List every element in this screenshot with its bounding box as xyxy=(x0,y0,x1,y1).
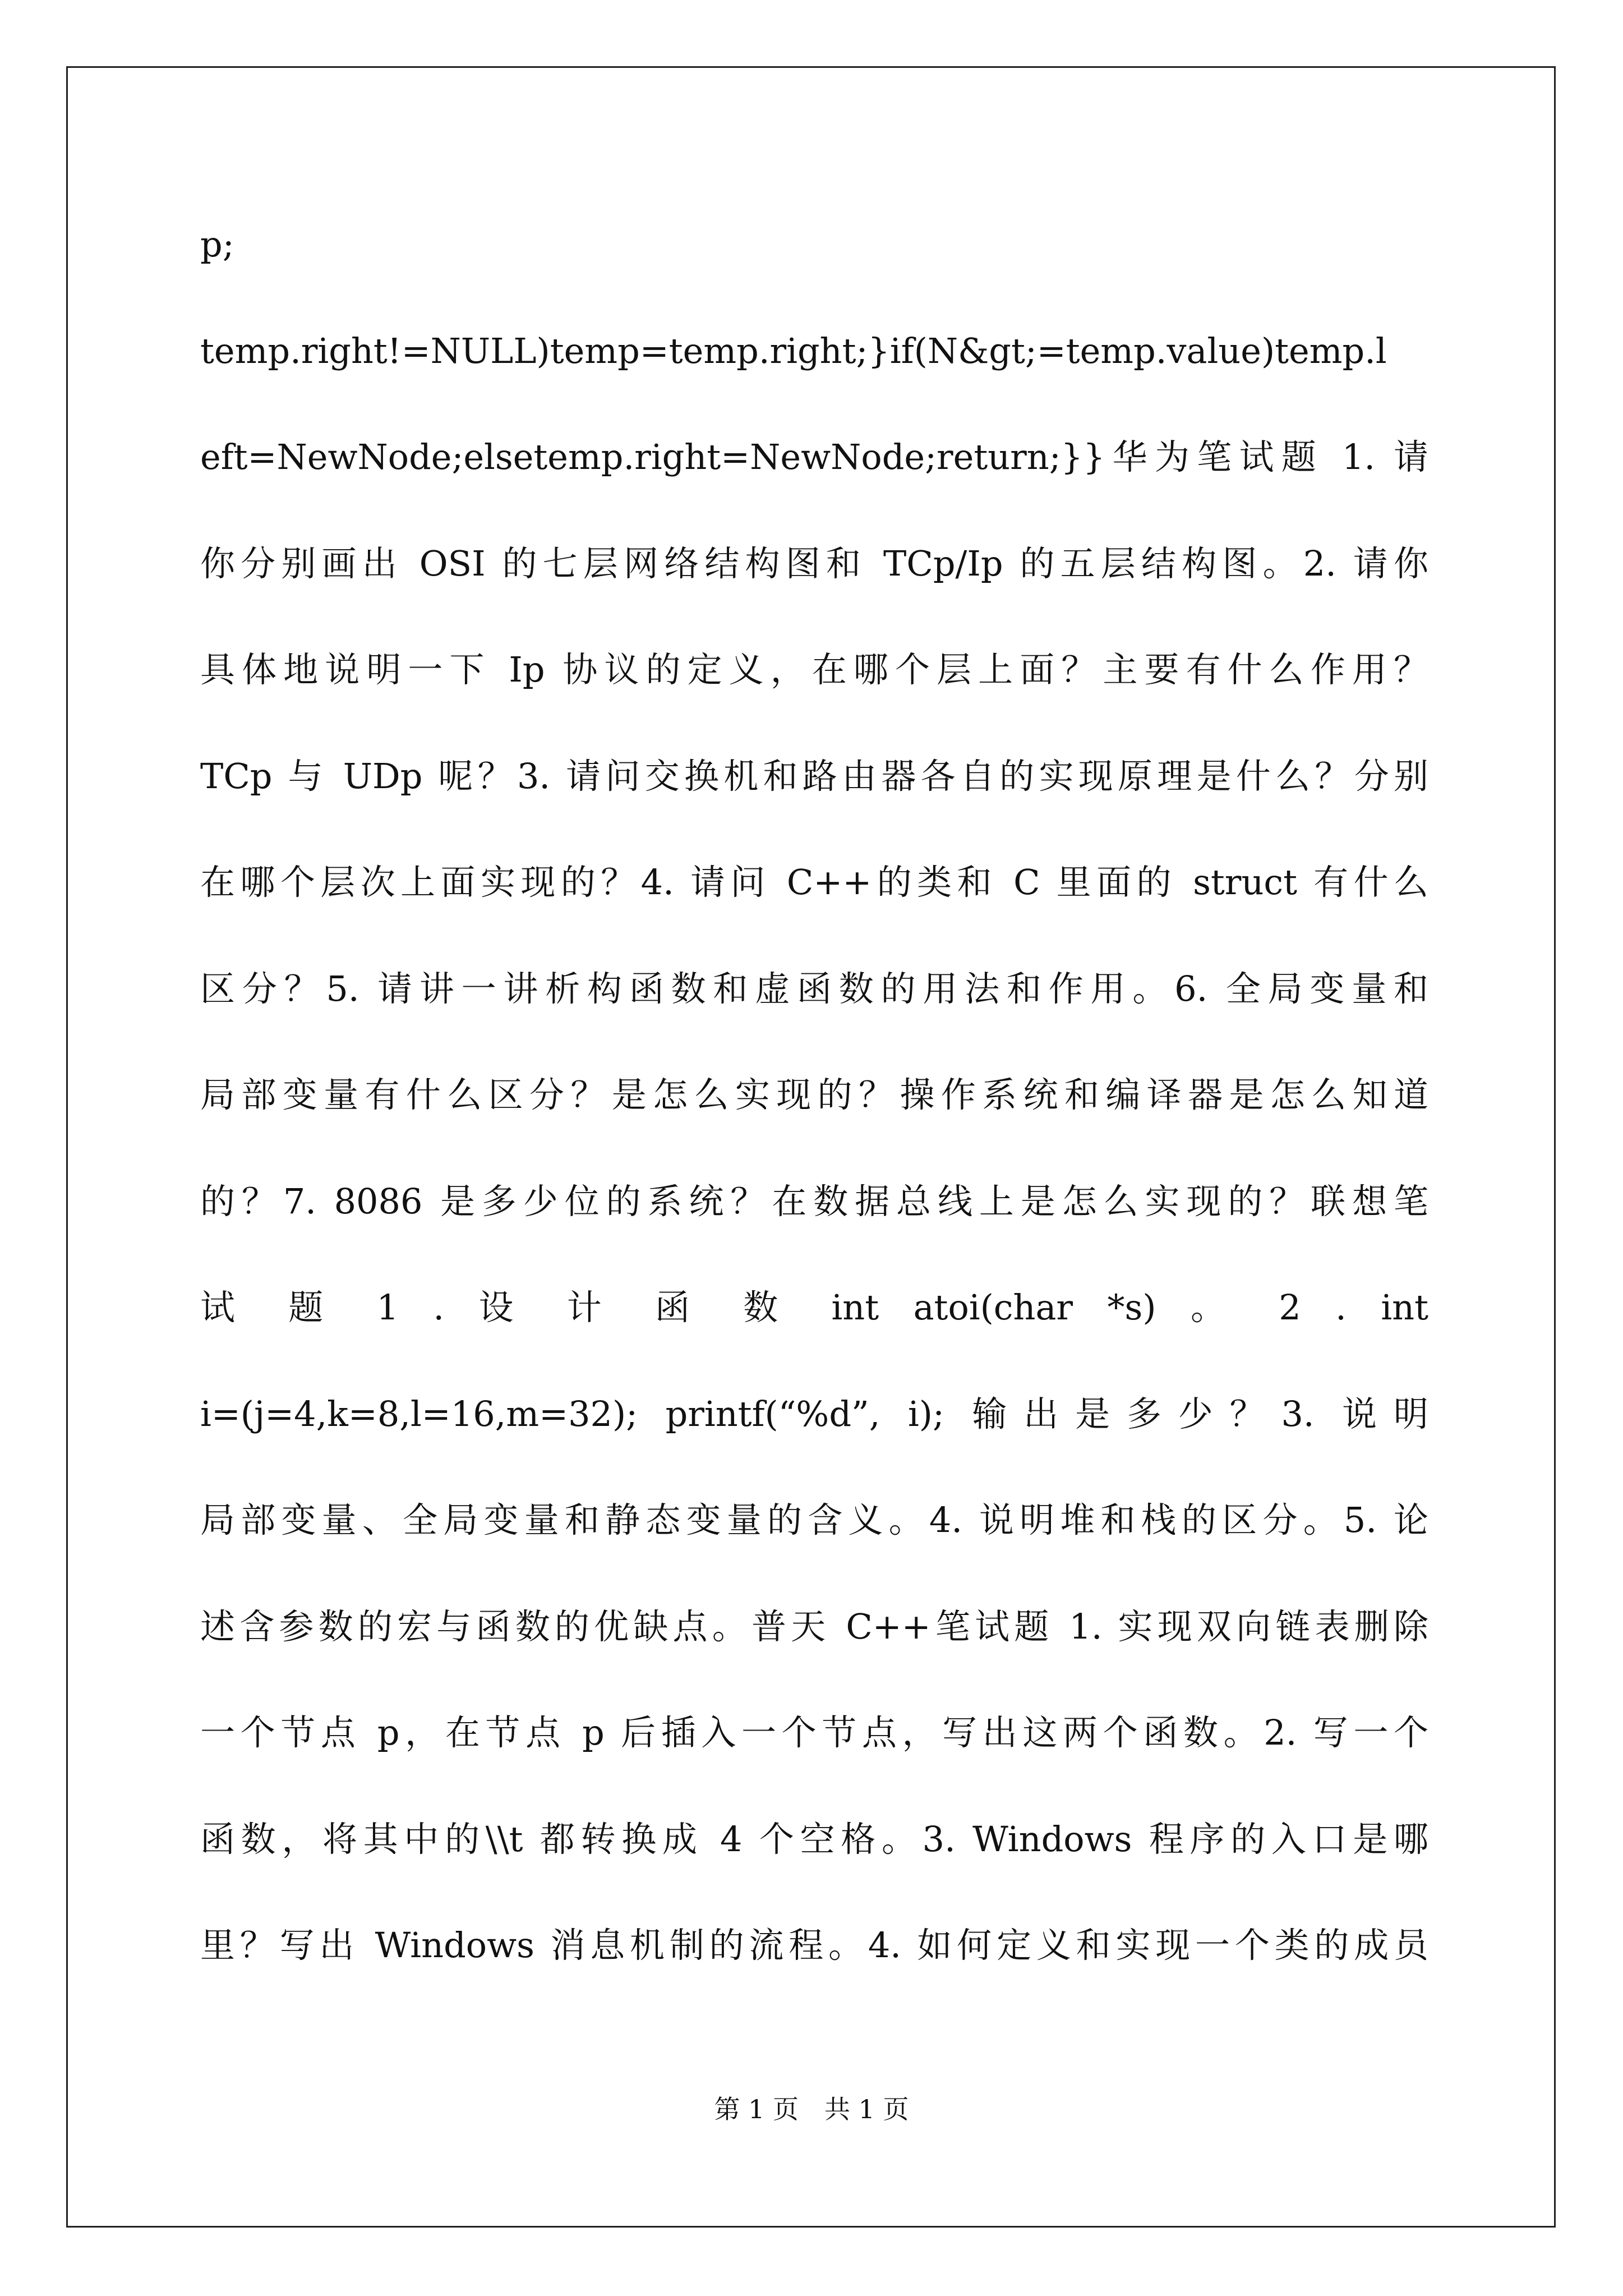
text-line-15: 一个节点 p，在节点 p 后插入一个节点，写出这两个函数。2. 写一个 xyxy=(200,1712,1428,1753)
text-line-9: 局部变量有什么区分？是怎么实现的？操作系统和编译器是怎么知道 xyxy=(200,1074,1428,1115)
text-line-10: 的？7. 8086 是多少位的系统？在数据总线上是怎么实现的？联想笔 xyxy=(200,1180,1428,1222)
text-line-16: 函数，将其中的\\t 都转换成 4 个空格。3. Windows 程序的入口是哪 xyxy=(200,1818,1428,1860)
document-body xyxy=(200,222,1428,2030)
text-line-3: eft=NewNode;elsetemp.right=NewNode;return;}}华为笔试题 1. 请 xyxy=(200,436,1428,477)
text-line-12: i=(j=4,k=8,l=16,m=32); printf(“%d”, i); 输出是多少？3. 说明 xyxy=(200,1393,1428,1434)
text-line-7: 在哪个层次上面实现的？4. 请问 C++的类和 C 里面的 struct 有什么 xyxy=(200,862,1428,903)
text-line-4: 你分别画出 OSI 的七层网络结构图和 TCp/Ip 的五层结构图。2. 请你 xyxy=(200,542,1428,584)
text-line-13: 局部变量、全局变量和静态变量的含义。4. 说明堆和栈的区分。5. 论 xyxy=(200,1499,1428,1540)
text-line-6: TCp 与 UDp 呢？3. 请问交换机和路由器各自的实现原理是什么？分别 xyxy=(200,755,1428,797)
text-line-8: 区分？5. 请讲一讲析构函数和虚函数的用法和作用。6. 全局变量和 xyxy=(200,968,1428,1009)
text-line-5: 具体地说明一下 Ip 协议的定义，在哪个层上面？主要有什么作用？ xyxy=(200,649,1428,690)
text-line-1: p; xyxy=(200,224,234,265)
text-line-11: 试 题 1 . 设 计 函 数 int atoi(char *s) 。 2 . int xyxy=(200,1287,1428,1328)
text-line-17: 里？写出 Windows 消息机制的流程。4. 如何定义和实现一个类的成员 xyxy=(200,1925,1428,1966)
text-line-14: 述含参数的宏与函数的优缺点。普天 C++笔试题 1. 实现双向链表删除 xyxy=(200,1605,1428,1647)
page-footer: 第 1 页 共 1 页 xyxy=(714,2094,909,2124)
text-line-2: temp.right!=NULL)temp=temp.right;}if(N&gt;=temp.value)temp.l xyxy=(200,330,1387,371)
